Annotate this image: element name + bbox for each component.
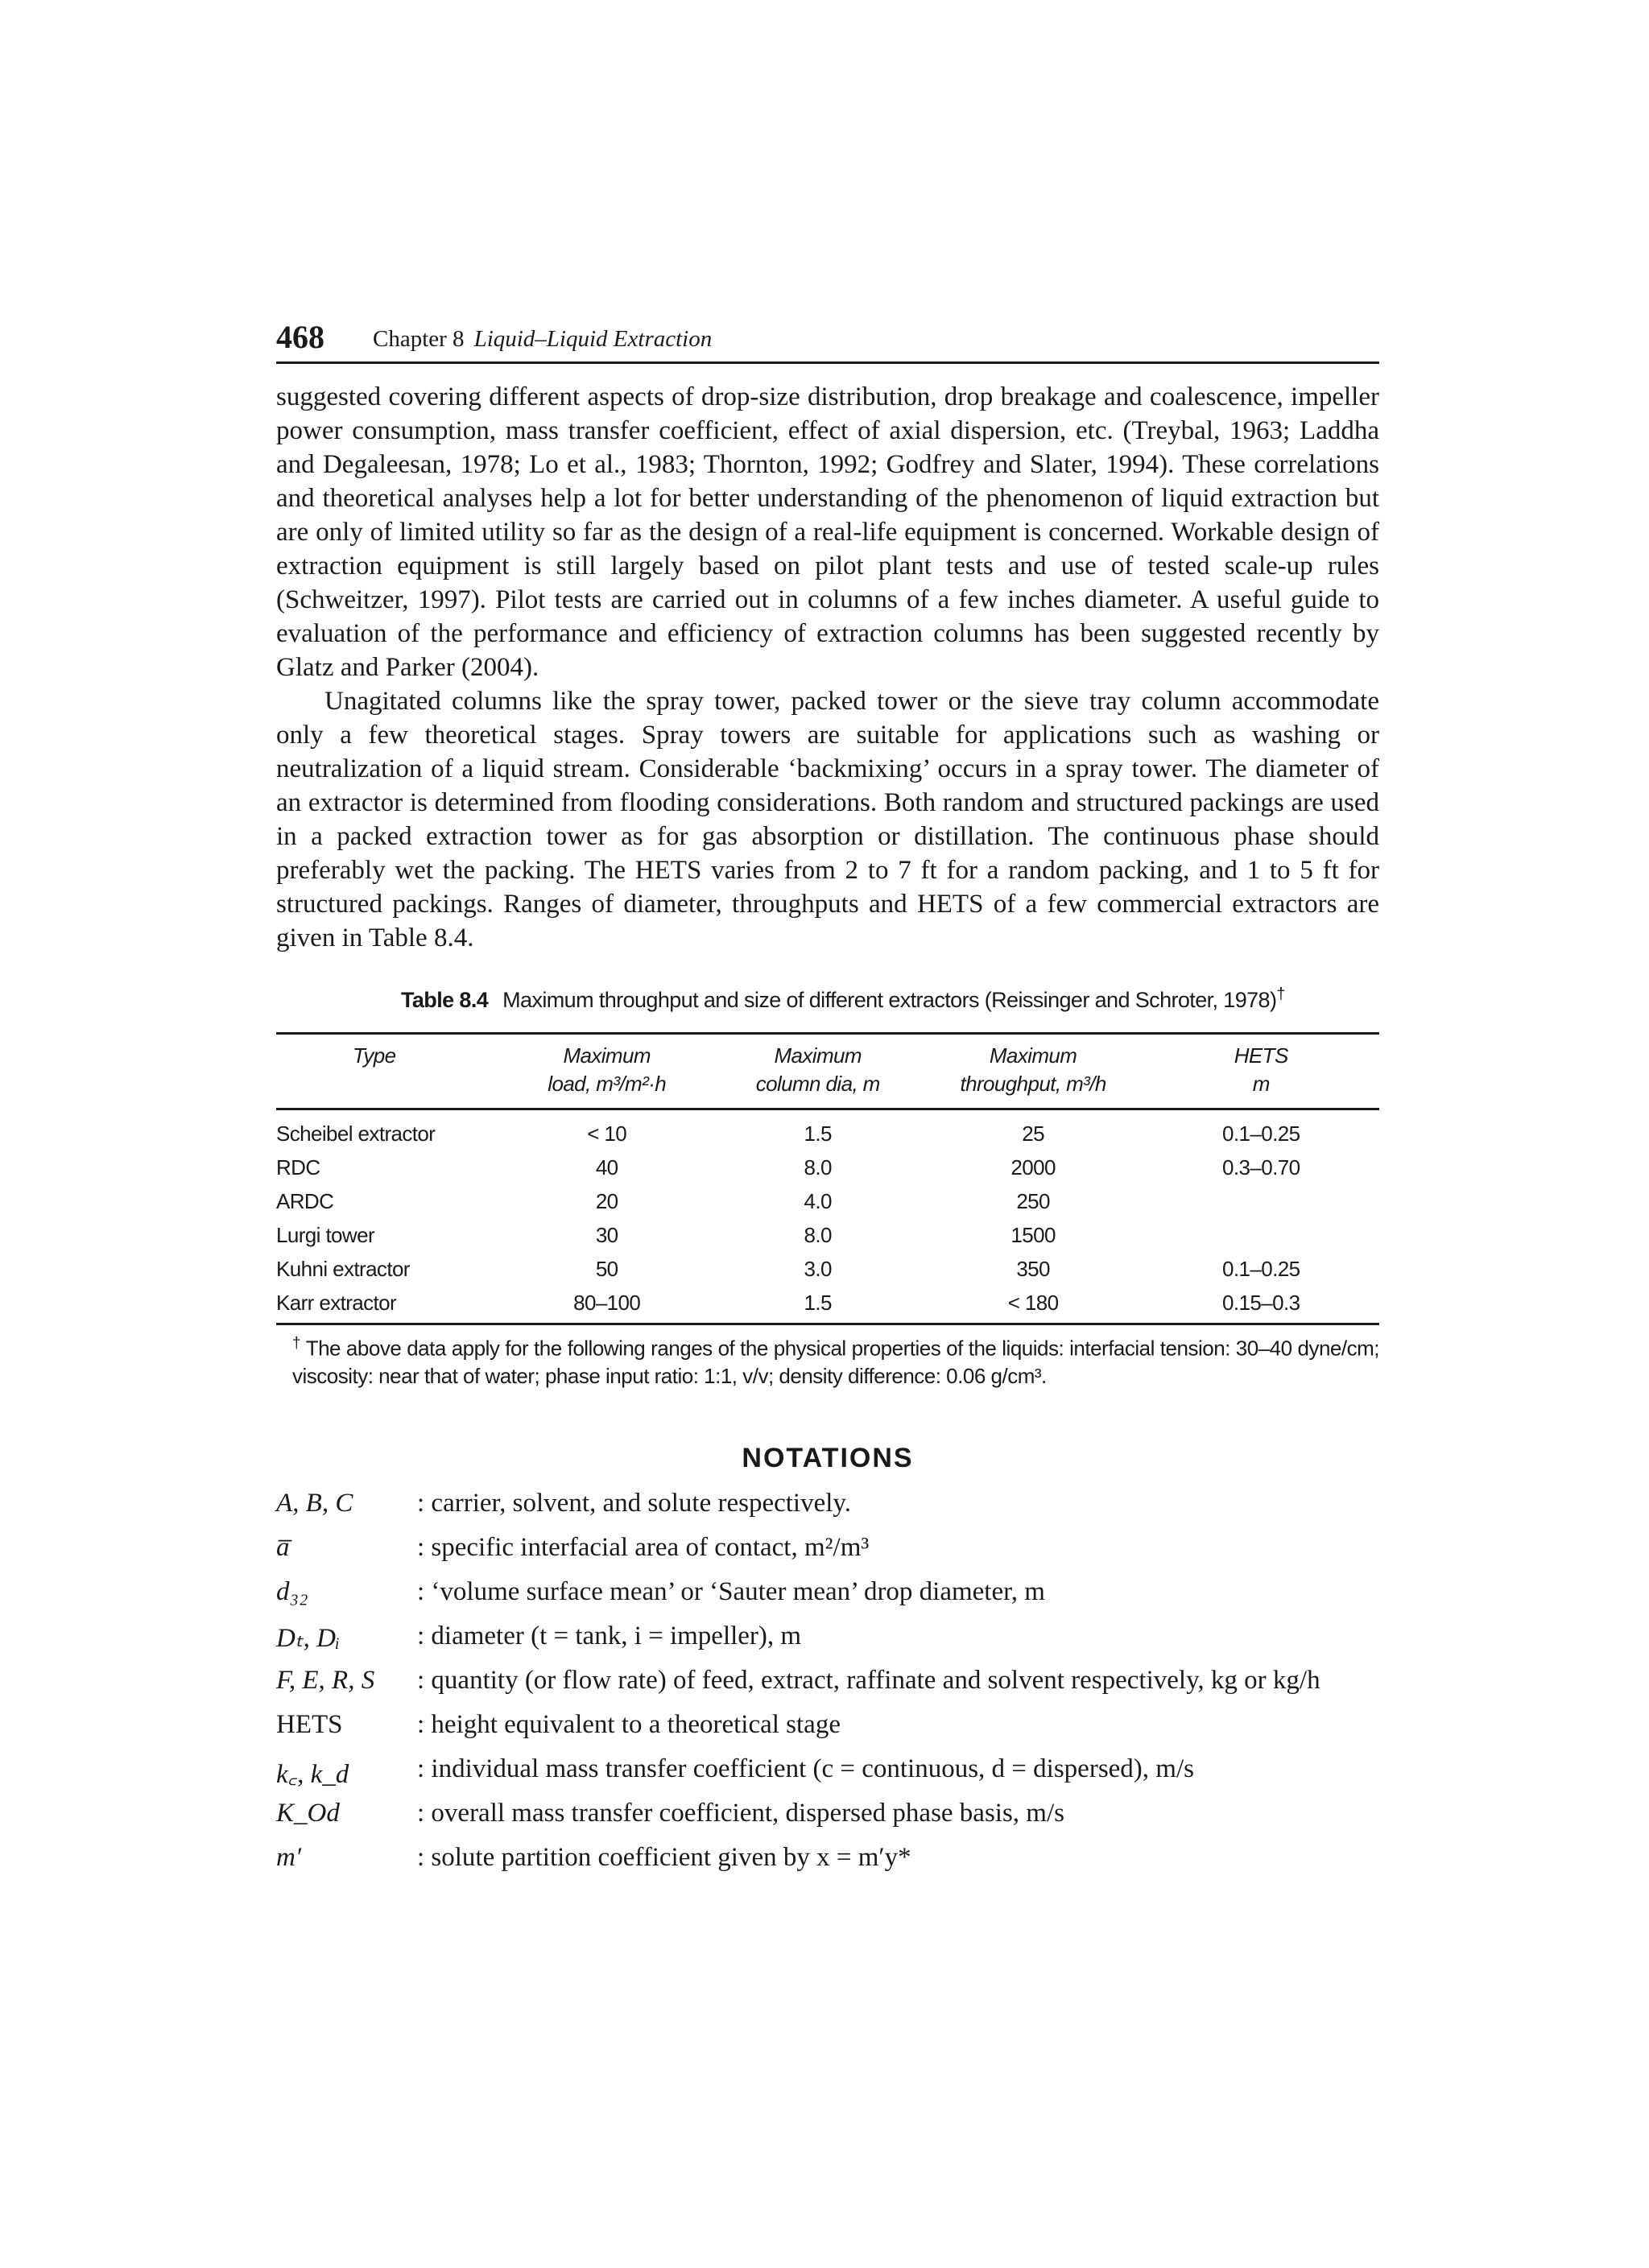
cell-load: 40 [595, 1155, 618, 1179]
cell-type: Karr extractor [276, 1291, 397, 1315]
notation-description: : diameter (t = tank, i = impeller), m [417, 1621, 802, 1650]
chapter-number: Chapter 8 [373, 326, 465, 352]
cell-load: 30 [595, 1223, 618, 1247]
cell-hets: 0.1–0.25 [1222, 1122, 1300, 1146]
table-footnote [276, 1330, 1379, 1390]
cell-load: 50 [595, 1257, 618, 1281]
book-page [276, 318, 1379, 1887]
notation-symbol: F, E, R, S [276, 1665, 375, 1695]
notations-heading: NOTATIONS [742, 1442, 914, 1473]
chapter-title: Liquid–Liquid Extraction [473, 326, 713, 352]
cell-dia: 4.0 [804, 1189, 832, 1213]
notation-item [276, 1489, 1379, 1533]
body-paragraph: Unagitated columns like the spray tower, packed tower or the sieve tray column accommodate only a few theoretical stages. Spray towers are suitable for applications such as washing or neutralization of a liquid stream. Considerable ‘backmixing’ occurs in a spray tower. The diameter of an extractor is determined from flooding considerations. Both random and structured packings are used in a packed extraction tower as for gas absorption or distillation. The continuous phase should preferably wet the packing. The HETS varies from 2 to 7 ft for a random packing, and 1 to 5 ft for structured packings. Ranges of diameter, throughputs and HETS of a few commercial extractors are given in Table 8.4. [276, 687, 1379, 952]
header-column-dia: Maximum column dia, m [755, 1043, 880, 1096]
notation-symbol: K_Od [276, 1798, 340, 1828]
notation-description: : carrier, solvent, and solute respectively. [417, 1488, 852, 1518]
cell-throughput: 350 [1016, 1257, 1050, 1281]
header-hets: HETS m [1234, 1043, 1288, 1096]
cell-hets: 0.3–0.70 [1222, 1155, 1300, 1179]
cell-type: Scheibel extractor [276, 1122, 436, 1146]
header-throughput: Maximum throughput, m³/h [960, 1043, 1106, 1096]
table-row [276, 1109, 1379, 1151]
cell-hets [1143, 1218, 1379, 1252]
notation-item [276, 1533, 1379, 1577]
cell-load: 80–100 [573, 1291, 641, 1315]
extractor-table [276, 1032, 1379, 1325]
cell-type: Kuhni extractor [276, 1257, 410, 1281]
notation-symbol: m′ [276, 1842, 302, 1872]
notation-item [276, 1577, 1379, 1621]
table-row [276, 1286, 1379, 1324]
cell-dia: 3.0 [804, 1257, 832, 1281]
notation-item [276, 1799, 1379, 1843]
footnote-mark: † [292, 1335, 301, 1352]
notation-description: : height equivalent to a theoretical stage [417, 1709, 841, 1739]
notation-symbol: A, B, C [276, 1488, 353, 1518]
cell-type: ARDC [276, 1189, 334, 1213]
cell-type: RDC [276, 1155, 320, 1179]
footnote-text: The above data apply for the following ranges of the physical properties of the liquids: interfacial tension: 30–40 dyne/cm; viscosity: near that of water; phase input ratio: 1:1, v/v; density difference: 0.06 g/cm³. [292, 1336, 1379, 1388]
notation-symbol: k꜀, k_d [276, 1759, 349, 1789]
notation-item [276, 1754, 1379, 1799]
notation-description: : overall mass transfer coefficient, dispersed phase basis, m/s [417, 1798, 1064, 1828]
header-load: Maximum load, m³/m²·h [548, 1043, 667, 1096]
notation-symbol: HETS [276, 1709, 343, 1739]
cell-hets [1143, 1184, 1379, 1218]
notation-symbol: Dₜ, Dᵢ [276, 1623, 341, 1653]
cell-dia: 1.5 [804, 1291, 832, 1315]
notation-description: : individual mass transfer coefficient (c = continuous, d = dispersed), m/s [417, 1754, 1194, 1783]
table-row [276, 1151, 1379, 1184]
cell-throughput: 2000 [1010, 1155, 1056, 1179]
table-row [276, 1218, 1379, 1252]
body-paragraph: suggested covering different aspects of drop-size distribution, drop breakage and coalescence, impeller power consumption, mass transfer coefficient, effect of axial dispersion, etc. (Treybal, 1963; Laddha and Degaleesan, 1978; Lo et al., 1983; Thornton, 1992; Godfrey and Slater, 1994). These correlations and theoretical analyses help a lot for better understanding of the phenomenon of liquid extraction but are only of limited utility so far as the design of a real-life equipment is concerned. Workable design of extraction equipment is still largely based on pilot plant tests and use of tested scale-up rules (Schweitzer, 1997). Pilot tests are carried out in columns of a few inches diameter. A useful guide to evaluation of the performance and efficiency of extraction columns has been suggested recently by Glatz and Parker (2004). [276, 382, 1379, 682]
notation-item [276, 1621, 1379, 1666]
caption-footnote-mark: † [1276, 985, 1285, 1003]
notation-description: : ‘volume surface mean’ or ‘Sauter mean’ drop diameter, m [417, 1576, 1045, 1606]
header-type: Type [353, 1043, 396, 1068]
table-caption [401, 985, 1379, 1013]
cell-hets: 0.1–0.25 [1222, 1257, 1300, 1281]
cell-throughput: < 180 [1007, 1291, 1059, 1315]
cell-dia: 8.0 [804, 1155, 832, 1179]
cell-throughput: 25 [1022, 1122, 1044, 1146]
cell-load: 20 [595, 1189, 618, 1213]
notation-description: : solute partition coefficient given by x = m′y* [417, 1842, 911, 1872]
cell-hets: 0.15–0.3 [1222, 1291, 1300, 1315]
notation-item [276, 1843, 1379, 1887]
table-header-row [276, 1034, 1379, 1109]
cell-throughput: 250 [1016, 1189, 1050, 1213]
notation-item [276, 1666, 1379, 1710]
table-label: Table 8.4 [401, 988, 489, 1012]
page-number: 468 [276, 319, 324, 355]
cell-dia: 8.0 [804, 1223, 832, 1247]
table-row [276, 1184, 1379, 1218]
cell-dia: 1.5 [804, 1122, 832, 1146]
notation-description: : specific interfacial area of contact, m²/m³ [417, 1532, 870, 1562]
notation-list [276, 1489, 1379, 1887]
cell-type: Lurgi tower [276, 1223, 375, 1247]
notation-description: : quantity (or flow rate) of feed, extract, raffinate and solvent respectively, kg or kg/h [417, 1665, 1320, 1695]
notation-symbol: d₃₂ [276, 1576, 308, 1606]
running-head [276, 318, 1379, 364]
notation-item [276, 1710, 1379, 1754]
cell-load: < 10 [587, 1122, 627, 1146]
cell-throughput: 1500 [1010, 1223, 1056, 1247]
notation-symbol: a̅ [276, 1532, 290, 1562]
table-row [276, 1252, 1379, 1286]
chapter-label [373, 326, 712, 353]
table-caption-text: Maximum throughput and size of different extractors (Reissinger and Schroter, 1978) [502, 988, 1277, 1012]
